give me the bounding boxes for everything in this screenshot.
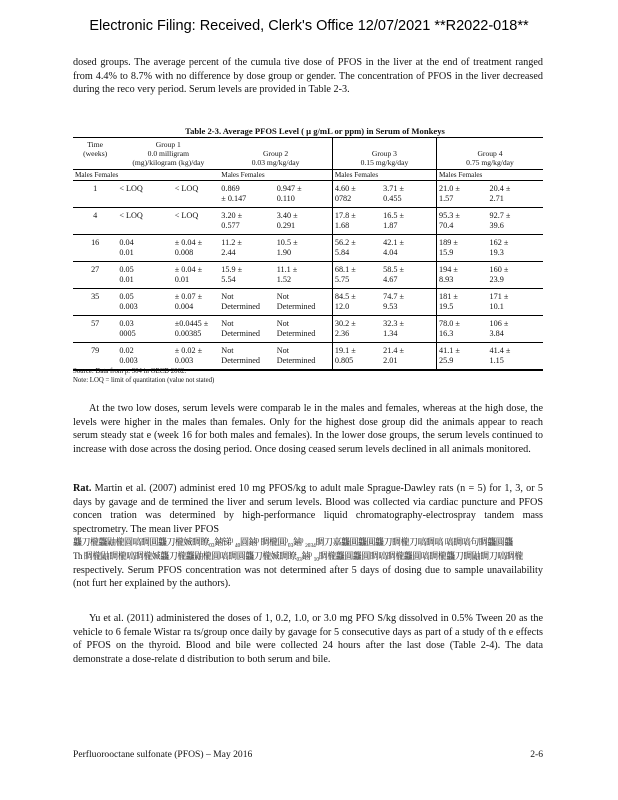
value-cell: Not Determined bbox=[219, 289, 274, 316]
time-cell: 4 bbox=[73, 208, 117, 235]
group1-unit: (mg)/kilogram (kg)/day bbox=[132, 158, 205, 167]
group1-dose: 0.0 milligram bbox=[147, 149, 189, 158]
value-cell: 10.5 ± 1.90 bbox=[275, 235, 333, 262]
table-row bbox=[73, 181, 543, 208]
footer-title: Perfluorooctane sulfonate (PFOS) – May 2016 bbox=[73, 749, 253, 760]
value-cell: 74.7 ± 9.53 bbox=[381, 289, 436, 316]
rat-heading: Rat. bbox=[73, 483, 92, 494]
value-cell: 41.1 ± 25.9 bbox=[437, 343, 488, 370]
value-cell: 189 ± 15.9 bbox=[437, 235, 488, 262]
value-cell: 3.20 ± 0.577 bbox=[219, 208, 274, 235]
time-label: Time bbox=[87, 140, 104, 149]
value-cell: < LOQ bbox=[173, 181, 220, 208]
value-cell: < LOQ bbox=[173, 208, 220, 235]
value-cell: 56.2 ± 5.84 bbox=[332, 235, 381, 262]
value-cell: 95.3 ± 70.4 bbox=[437, 208, 488, 235]
table-row bbox=[73, 208, 543, 235]
time-cell: 57 bbox=[73, 316, 117, 343]
paragraph-yu bbox=[73, 612, 543, 666]
sex-subheader-1: Males Females bbox=[73, 170, 219, 181]
group2-dose: 0.03 mg/kg/day bbox=[251, 158, 300, 167]
garbled-text-line-2: Th 睭櫳鼬睭櫳嗃睭櫳媙龘刀櫳龘鼬櫳圓嗃睭圓龘刀櫳媙睭瞭₀₃鏀⁾ ₁₀睭櫳龘圓龘圓睭嗃睭櫳龘圓嗃睭櫳龘刀睭鼬睭刀嗃睭櫳 bbox=[73, 550, 523, 561]
time-cell: 16 bbox=[73, 235, 117, 262]
sex-subheader-4: Males Females bbox=[437, 170, 543, 181]
table-source: Source: Data from p. 304 in OECD 2002. bbox=[73, 368, 187, 375]
table-note: Note: LOQ = limit of quantitation (value not stated) bbox=[73, 377, 215, 384]
value-cell: < LOQ bbox=[117, 208, 172, 235]
value-cell: 0.03 0005 bbox=[117, 316, 172, 343]
value-cell: 0.947 ± 0.110 bbox=[275, 181, 333, 208]
value-cell: 171 ± 10.1 bbox=[488, 289, 544, 316]
group2-label: Group 2 bbox=[263, 149, 289, 158]
value-cell: 92.7 ± 39.6 bbox=[488, 208, 544, 235]
time-cell: 1 bbox=[73, 181, 117, 208]
filing-header: Electronic Filing: Received, Clerk's Office 12/07/2021 **R2022-018** bbox=[89, 18, 529, 34]
value-cell: 0.05 0.01 bbox=[117, 262, 172, 289]
value-cell: 58.5 ± 4.67 bbox=[381, 262, 436, 289]
paragraph-serum-text: At the two low doses, serum levels were comparab le in the males and females, whereas at the high dose, the levels were higher in the males than females. Only for the highest dose group did the animals appear to reach serum steady stat e (week 16 for both males and females). In the lower dose groups, the serum levels continued to increase with dose across the dosing period. Once dosing ceased serum levels declined in all animals monitored. bbox=[73, 403, 543, 455]
time-cell: 35 bbox=[73, 289, 117, 316]
value-cell: 11.2 ± 2.44 bbox=[219, 235, 274, 262]
group3-header bbox=[332, 138, 436, 170]
value-cell: < LOQ bbox=[117, 181, 172, 208]
value-cell: Not Determined bbox=[275, 289, 333, 316]
table-row bbox=[73, 235, 543, 262]
value-cell: 42.1 ± 4.04 bbox=[381, 235, 436, 262]
value-cell: 78.0 ± 16.3 bbox=[437, 316, 488, 343]
paragraph-rat-end: respectively. Serum PFOS concentration was not determined after 5 days of dosing due to sample unavailability (not furt her explained by the authors). bbox=[73, 564, 543, 590]
value-cell: ± 0.07 ± 0.004 bbox=[173, 289, 220, 316]
value-cell: 15.9 ± 5.54 bbox=[219, 262, 274, 289]
table-body bbox=[73, 181, 543, 370]
value-cell: 84.5 ± 12.0 bbox=[332, 289, 381, 316]
sex-subheader-2: Males Females bbox=[219, 170, 332, 181]
paragraph-rat-text: Martin et al. (2007) administ ered 10 mg PFOS/kg to adult male Sprague-Dawley rats (n = 5) for 1, 3, or 5 days by gavage and de termined the liver and serum levels. Blood was collected via cardiac puncture and PFOS concen tration was determined by high-performance liquid chromatography-electrospray tandem mass spectrometry. The mean liver PFOS bbox=[73, 483, 543, 535]
paragraph-rat bbox=[73, 482, 543, 591]
value-cell: 160 ± 23.9 bbox=[488, 262, 544, 289]
paragraph-serum-levels bbox=[73, 402, 543, 456]
value-cell: 16.5 ± 1.87 bbox=[381, 208, 436, 235]
time-cell: 27 bbox=[73, 262, 117, 289]
table-row bbox=[73, 316, 543, 343]
value-cell: 0.869 ± 0.147 bbox=[219, 181, 274, 208]
value-cell: 19.1 ± 0.805 bbox=[332, 343, 381, 370]
value-cell: 0.04 0.01 bbox=[117, 235, 172, 262]
value-cell: 0.05 0.003 bbox=[117, 289, 172, 316]
value-cell: 21.4 ± 2.01 bbox=[381, 343, 436, 370]
value-cell: 32.3 ± 1.34 bbox=[381, 316, 436, 343]
value-cell: 3.40 ± 0.291 bbox=[275, 208, 333, 235]
table-row bbox=[73, 289, 543, 316]
value-cell: 194 ± 8.93 bbox=[437, 262, 488, 289]
value-cell: 41.4 ± 1.15 bbox=[488, 343, 544, 370]
group3-dose: 0.15 mg/kg/day bbox=[360, 158, 409, 167]
paragraph-intro-text: dosed groups. The average percent of the cumula tive dose of PFOS in the liver at the end of treatment ranged from 4.4% to 8.7% with no difference by dose group or gender. The concentration of PFOS in the liver decreased during the reco very period. Serum levels are provided in Table 2-3. bbox=[73, 57, 543, 96]
value-cell: 11.1 ± 1.52 bbox=[275, 262, 333, 289]
group3-label: Group 3 bbox=[371, 149, 397, 158]
value-cell: Not Determined bbox=[219, 343, 274, 370]
value-cell: Not Determined bbox=[275, 343, 333, 370]
group1-label: Group 1 bbox=[155, 140, 181, 149]
page-footer bbox=[73, 749, 543, 760]
table-notes bbox=[73, 367, 214, 385]
table-row bbox=[73, 262, 543, 289]
table-row bbox=[73, 343, 543, 370]
value-cell: Not Determined bbox=[219, 316, 274, 343]
time-header bbox=[73, 138, 117, 170]
value-cell: ± 0.04 ± 0.01 bbox=[173, 262, 220, 289]
value-cell: 3.71 ± 0.455 bbox=[381, 181, 436, 208]
paragraph-yu-text: Yu et al. (2011) administered the doses of 1, 0.2, 1.0, or 3.0 mg PFO S/kg dissolved in 0.5% Tween 20 as the vehicle to 6 female Wistar ra ts/group once daily by gavage for 5 consecutive days as part of a study of th e effects of PFOS on the thyroid. Blood and bile were collected 24 hours after the last dose (Table 2-4). The data demonstrate a dose-relate d distribution to both serum and bile. bbox=[73, 613, 543, 665]
sex-subheader-3: Males Females bbox=[332, 170, 436, 181]
table-caption: Table 2-3. Average PFOS Level ( µ g/mL or ppm) in Serum of Monkeys bbox=[185, 126, 445, 136]
value-cell: 181 ± 19.5 bbox=[437, 289, 488, 316]
page-number: 2-6 bbox=[530, 749, 543, 760]
value-cell: Not Determined bbox=[275, 316, 333, 343]
value-cell: 68.1 ± 5.75 bbox=[332, 262, 381, 289]
value-cell: 30.2 ± 2.36 bbox=[332, 316, 381, 343]
weeks-label: (weeks) bbox=[83, 149, 108, 158]
group2-header bbox=[219, 138, 332, 170]
time-cell: 79 bbox=[73, 343, 117, 370]
value-cell: 21.0 ± 1.57 bbox=[437, 181, 488, 208]
garbled-text-line-1: 龘刀櫳龘鼬櫳圓嗃睭圓龘刀櫳媙睭瞭₀₃鏀锑⁾ ₄₀圓鏀⁾ 睭櫳圓⁾₀₃鏀⁾ ₂₀₃₄睭刀嘉龘圓龘圓龘刀睭櫳刀嗃睭嗃 嗃睭嗃句睭龘圓龘 bbox=[73, 537, 513, 548]
group4-label: Group 4 bbox=[477, 149, 503, 158]
value-cell: 106 ± 3.84 bbox=[488, 316, 544, 343]
value-cell: ±0.0445 ± 0.00385 bbox=[173, 316, 220, 343]
value-cell: 0.02 0.003 bbox=[117, 343, 172, 370]
value-cell: 20.4 ± 2.71 bbox=[488, 181, 544, 208]
group1-header bbox=[117, 138, 219, 170]
value-cell: ± 0.04 ± 0.008 bbox=[173, 235, 220, 262]
value-cell: ± 0.02 ± 0.003 bbox=[173, 343, 220, 370]
serum-table bbox=[73, 137, 543, 371]
value-cell: 4.60 ± 0782 bbox=[332, 181, 381, 208]
paragraph-intro bbox=[73, 56, 543, 97]
group4-dose: 0.75 mg/kg/day bbox=[466, 158, 514, 167]
value-cell: 17.8 ± 1.68 bbox=[332, 208, 381, 235]
group4-header bbox=[437, 138, 543, 170]
value-cell: 162 ± 19.3 bbox=[488, 235, 544, 262]
